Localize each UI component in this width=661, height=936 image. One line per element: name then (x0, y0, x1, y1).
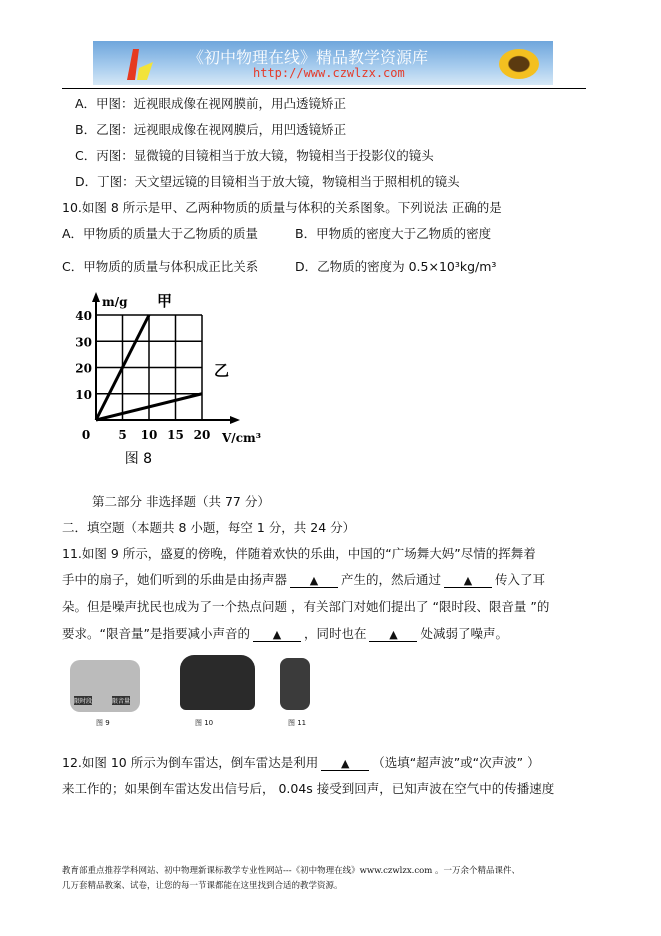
q10-option-a: A．甲物质的质量大于乙物质的质量 (62, 226, 259, 241)
figure-8-chart (60, 280, 300, 480)
y-axis-label: m/g (102, 295, 128, 309)
banner-title: 《初中物理在线》精品教学资源库 (188, 48, 429, 67)
y-tick-label: 30 (75, 335, 92, 350)
x-tick-label: 15 (167, 428, 184, 442)
chart-caption: 图 8 (124, 451, 153, 467)
x-tick-label: 5 (118, 428, 127, 442)
q9-option-b: B．乙图：远视眼成像在视网膜后，用凹透镜矫正 (75, 122, 347, 137)
banner-url: http://www.czwlzx.com (253, 66, 405, 80)
logo-icon (123, 44, 163, 84)
sunflower-image (499, 49, 539, 79)
q11-line1: 11.如图 9 所示，盛夏的傍晚，伴随着欢快的乐曲，中国的“广场舞大妈”尽情的挥舞着 (62, 546, 536, 561)
x-axis-label: V/cm³ (222, 431, 261, 445)
q12-line2: 来工作的；如果倒车雷达发出信号后， 0.04s 接受到回声，已知声波在空气中的传播速度 (62, 781, 555, 796)
figure-11-image (280, 658, 310, 710)
footer-line1: 教育部重点推荐学科网站、初中物理新课标教学专业性网站---《初中物理在线》www.czwlzx.com 。一万余个精品课件、 (62, 866, 520, 876)
q10-option-d: D．乙物质的密度为 0.5×10³kg/m³ (295, 259, 497, 274)
figure-10-caption: 图 10 (195, 719, 214, 727)
series-label-yi: 乙 (214, 361, 230, 380)
x-tick-label: 0 (81, 428, 91, 442)
q11-line4: 要求。“限音量”是指要减小声音的 ▲ ，同时也在 ▲ 处减弱了噪声。 (62, 626, 508, 641)
q11-line3: 朵。但是噪声扰民也成为了一个热点问题 ，有关部门对她们提出了 “限时段、限音量 ”的 (62, 599, 550, 614)
figure-9-image: 限时段 限音量 (70, 660, 140, 712)
x-tick-label: 20 (193, 428, 211, 442)
figure-10-image (180, 655, 255, 710)
q10-stem: 10.如图 8 所示是甲、乙两种物质的质量与体积的关系图象。下列说法 正确的是 (62, 200, 502, 215)
q9-option-c: C．丙图：显微镜的目镜相当于放大镜，物镜相当于投影仪的镜头 (75, 148, 434, 163)
answer-blank: ▲ (321, 758, 369, 771)
q12-line1: 12.如图 10 所示为倒车雷达，倒车雷达是利用 ▲ （选填“超声波”或“次声波” ） (62, 755, 540, 770)
figure-9-caption: 图 9 (96, 719, 110, 727)
answer-blank: ▲ (369, 629, 417, 642)
part2-heading: 第二部分 非选择题（共 77 分） (92, 494, 270, 509)
q9-option-a: A．甲图：近视眼成像在视网膜前，用凸透镜矫正 (75, 96, 347, 111)
q9-option-d: D．丁图：天文望远镜的目镜相当于放大镜，物镜相当于照相机的镜头 (75, 174, 460, 189)
footer-line2: 几万套精品教案、试卷，让您的每一节课都能在这里找到合适的教学资源。 (62, 881, 343, 891)
q10-option-b: B．甲物质的密度大于乙物质的密度 (295, 226, 492, 241)
x-tick-label: 10 (140, 428, 158, 442)
header-rule (62, 88, 586, 89)
section2-heading: 二．填空题（本题共 8 小题，每空 1 分，共 24 分） (62, 520, 356, 535)
figure-11-caption: 图 11 (288, 719, 307, 727)
answer-blank: ▲ (290, 575, 338, 588)
series-label-jia: 甲 (157, 292, 173, 310)
y-tick-label: 20 (75, 361, 92, 376)
q11-line2: 手中的扇子，她们听到的乐曲是由扬声器 ▲ 产生的，然后通过 ▲ 传入了耳 (62, 572, 546, 587)
header-banner (93, 41, 553, 85)
x-axis-arrow-icon (230, 416, 240, 424)
y-tick-label: 10 (75, 387, 92, 402)
y-tick-label: 40 (75, 309, 92, 323)
answer-blank: ▲ (444, 575, 492, 588)
y-axis-arrow-icon (92, 292, 100, 302)
q10-option-c: C．甲物质的质量与体积成正比关系 (62, 259, 259, 274)
answer-blank: ▲ (253, 629, 301, 642)
